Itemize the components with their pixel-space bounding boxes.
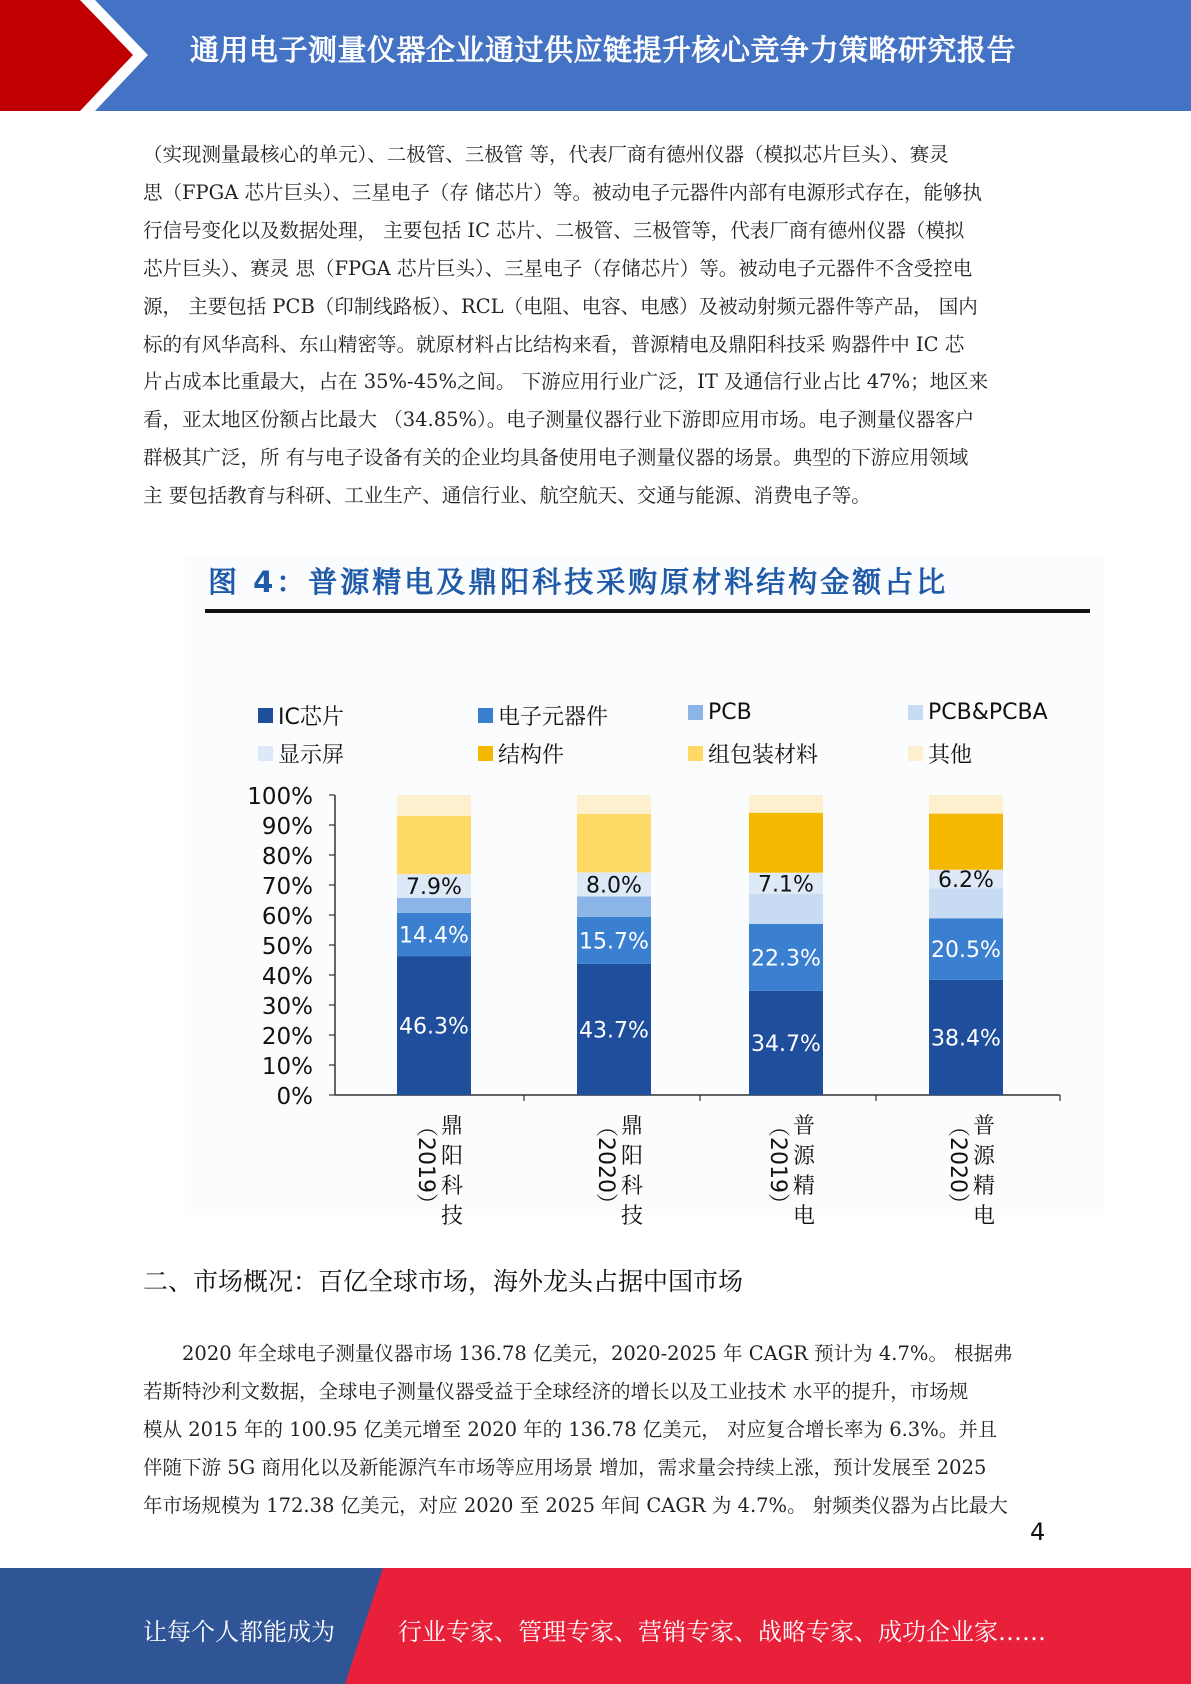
page-footer <box>0 1568 1191 1684</box>
x-category-year: （2020） <box>945 1115 970 1215</box>
bar-segment <box>749 813 823 873</box>
bar-segment <box>929 795 1003 814</box>
data-label: 22.3% <box>751 946 821 972</box>
x-category-year: （2020） <box>593 1115 618 1215</box>
text-line: 片占成本比重最大，占在 35%-45%之间。 下游应用行业广泛，IT 及通信行业占比 47%；地区来 <box>143 370 989 394</box>
text-line: 2020 年全球电子测量仪器市场 136.78 亿美元，2020-2025 年 CAGR 预计为 4.7%。 根据弗 <box>143 1342 1013 1365</box>
y-tick-label: 80% <box>261 844 313 870</box>
text-line: 源， 主要包括 PCB（印制线路板）、RCL（电阻、电容、电感）及被动射频元器件等产品， 国内 <box>143 294 978 318</box>
data-label: 34.7% <box>751 1031 821 1057</box>
bar-segment <box>397 816 471 875</box>
legend-label: 显示屏 <box>278 743 345 768</box>
legend-label: 结构件 <box>498 743 565 768</box>
text-line: 行信号变化以及数据处理， 主要包括 IC 芯片、二极管、三极管等，代表厂商有德州仪器（模拟 <box>143 218 965 242</box>
bar-segment <box>577 795 651 814</box>
data-label: 6.2% <box>938 868 994 893</box>
text-line: 模从 2015 年的 100.95 亿美元增至 2020 年的 136.78 亿美元， 对应复合增长率为 6.3%。并且 <box>143 1417 998 1441</box>
x-category-name: 普源精电 <box>792 1114 816 1229</box>
y-tick-label: 30% <box>261 994 313 1020</box>
data-label: 7.9% <box>406 875 462 901</box>
header-title: 通用电子测量仪器企业通过供应链提升核心竞争力策略研究报告 <box>190 33 1017 67</box>
text-line: 标的有风华高科、东山精密等。就原材料占比结构来看，普源精电及鼎阳科技采 购器件中 IC 芯 <box>143 332 965 356</box>
y-tick-label: 20% <box>261 1024 313 1050</box>
text-line: 主 要包括教育与科研、工业生产、通信行业、航空航天、交通与能源、消费电子等。 <box>143 484 871 508</box>
bar-segment <box>397 795 471 816</box>
legend-label: IC芯片 <box>278 705 344 730</box>
text-line: 伴随下游 5G 商用化以及新能源汽车市场等应用场景 增加，需求量会持续上涨，预计发展至 2025 <box>143 1455 987 1479</box>
y-tick-label: 10% <box>261 1054 313 1080</box>
bar-segment <box>577 896 651 916</box>
data-label: 8.0% <box>586 873 642 899</box>
y-tick-label: 100% <box>247 784 313 810</box>
x-category-name: 鼎阳科技 <box>620 1114 644 1229</box>
y-tick-label: 40% <box>261 964 313 990</box>
bar-segment <box>749 795 823 813</box>
data-label: 7.1% <box>758 872 814 898</box>
text-line: 年市场规模为 172.38 亿美元，对应 2020 至 2025 年间 CAGR 为 4.7%。 射频类仪器为占比最大 <box>143 1493 1008 1517</box>
x-category-year: （2019） <box>765 1115 790 1215</box>
y-tick-label: 0% <box>276 1084 313 1110</box>
x-category-year: （2019） <box>413 1115 438 1215</box>
bar-segment <box>397 898 471 913</box>
data-label: 46.3% <box>399 1014 469 1040</box>
text-line: 若斯特沙利文数据，全球电子测量仪器受益于全球经济的增长以及工业技术 水平的提升，市场规 <box>143 1379 969 1403</box>
text-line: 看，亚太地区份额占比最大 （34.85%）。电子测量仪器行业下游即应用市场。电子测量仪器客户 <box>143 408 975 432</box>
legend-label: 其他 <box>928 743 973 768</box>
x-category-name: 鼎阳科技 <box>440 1114 464 1229</box>
y-tick-label: 90% <box>261 814 313 840</box>
y-tick-label: 70% <box>261 874 313 900</box>
y-tick-label: 60% <box>261 904 313 930</box>
page-number: 4 <box>1030 1518 1046 1546</box>
footer-slogan-left: 让每个人都能成为 <box>143 1618 335 1646</box>
text-line: 群极其广泛，所 有与电子设备有关的企业均具备使用电子测量仪器的场景。典型的下游应用领域 <box>143 446 969 470</box>
y-tick-label: 50% <box>261 934 313 960</box>
data-label: 43.7% <box>579 1018 649 1044</box>
text-line: （实现测量最核心的单元）、二极管、三极管 等，代表厂商有德州仪器（模拟芯片巨头）、赛灵 <box>143 143 949 166</box>
bar-segment <box>929 814 1003 870</box>
legend-label: 电子元器件 <box>498 705 609 730</box>
footer-slogan-right: 行业专家、管理专家、营销专家、战略专家、成功企业家…… <box>398 1618 1046 1646</box>
section-paragraph <box>143 1335 1048 1525</box>
legend-label: 组包装材料 <box>708 743 819 768</box>
bar-segment <box>577 814 651 873</box>
x-category-name: 普源精电 <box>972 1114 996 1229</box>
section-heading: 二、市场概况：百亿全球市场，海外龙头占据中国市场 <box>143 1267 744 1296</box>
data-label: 20.5% <box>931 938 1001 964</box>
text-line: 芯片巨头）、赛灵 思（FPGA 芯片巨头）、三星电子（存储芯片）等。被动电子元器件不含受控电 <box>143 256 973 280</box>
legend-label: PCB <box>708 700 752 725</box>
data-label: 14.4% <box>399 923 469 949</box>
data-label: 15.7% <box>579 929 649 955</box>
bar-segment <box>749 894 823 924</box>
legend-label: PCB&PCBA <box>928 700 1048 725</box>
data-label: 38.4% <box>931 1026 1001 1052</box>
text-line: 思（FPGA 芯片巨头）、三星电子（存 储芯片）等。被动电子元器件内部有电源形式存在，能够执 <box>143 180 982 204</box>
figure-title: 图 4：普源精电及鼎阳科技采购原材料结构金额占比 <box>208 565 949 599</box>
